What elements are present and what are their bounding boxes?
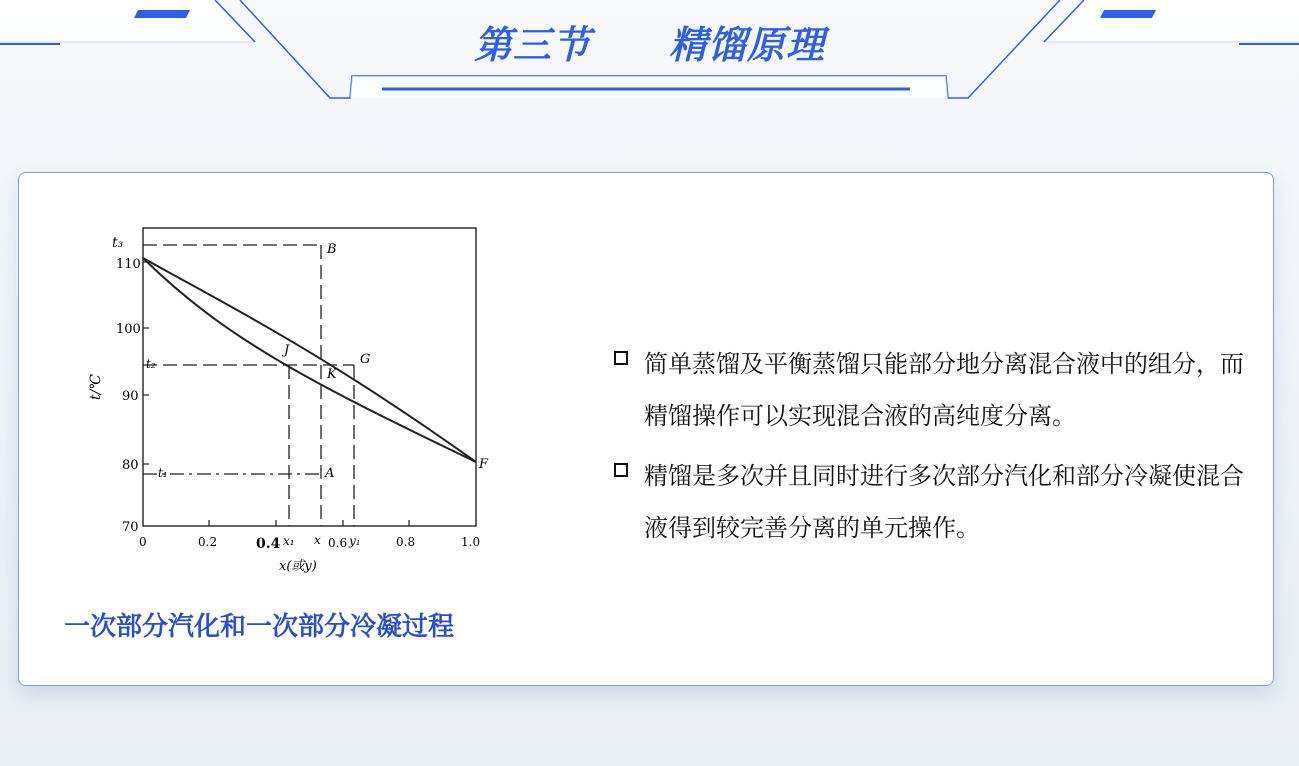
figure-caption: 一次部分汽化和一次部分冷凝过程 <box>64 612 455 642</box>
point-a: A <box>325 466 335 481</box>
point-k: K <box>327 367 337 382</box>
x-tick-0: 0 <box>139 535 147 549</box>
y-axis-label: t/℃ <box>88 373 104 400</box>
square-bullet-icon <box>614 351 628 365</box>
y-tick-70: 70 <box>122 520 139 535</box>
x-tick-x: x <box>314 533 321 547</box>
x-tick-0.8: 0.8 <box>396 535 416 549</box>
square-bullet-icon <box>614 463 628 477</box>
phase-diagram-svg <box>86 220 506 590</box>
page-title: 第三节 精馏原理 <box>473 23 825 67</box>
t2-label: t₂ <box>146 357 156 371</box>
y-tick-110: 110 <box>116 257 141 272</box>
point-g: G <box>360 352 371 367</box>
x-tick-0.4: 0.4 <box>256 536 281 552</box>
tx-phase-diagram <box>86 220 506 590</box>
bullet-item <box>614 450 1254 554</box>
bullet-list <box>614 338 1254 562</box>
y-tick-80: 80 <box>122 458 139 473</box>
plot-frame <box>143 228 476 526</box>
x-tick-y1: y₁ <box>349 534 361 548</box>
bullet-item <box>614 338 1254 442</box>
bullet-text-2: 精馏是多次并且同时进行多次部分汽化和部分冷凝使混合液得到较完善分离的单元操作。 <box>644 462 1244 542</box>
x-tick-x1: x₁ <box>283 534 295 548</box>
t3-label: t₃ <box>112 235 124 251</box>
x-tick-0.6: 0.6 <box>328 536 348 550</box>
point-b: B <box>327 242 337 257</box>
point-f: F <box>479 457 489 472</box>
point-j: J <box>284 343 290 358</box>
x-axis-label: x(或y) <box>279 559 317 574</box>
t1-label: t₁ <box>158 466 168 480</box>
header <box>0 0 1299 110</box>
y-tick-90: 90 <box>122 389 139 404</box>
bullet-text-1: 简单蒸馏及平衡蒸馏只能部分地分离混合液中的组分，而精馏操作可以实现混合液的高纯度分离。 <box>644 350 1244 430</box>
x-tick-0.2: 0.2 <box>198 535 218 549</box>
y-tick-100: 100 <box>116 322 141 337</box>
x-tick-1.0: 1.0 <box>461 535 481 549</box>
